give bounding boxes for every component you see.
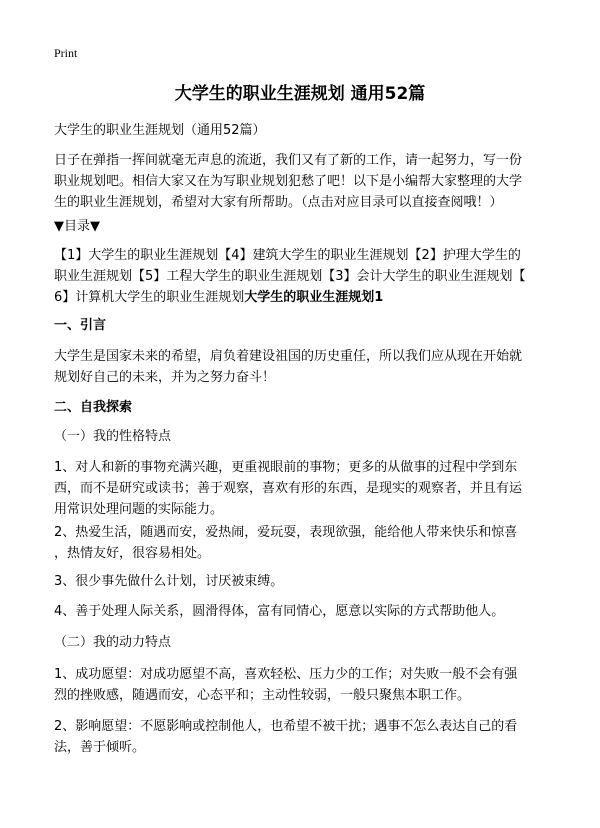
body-line: 大学生是国家未来的希望，肩负着建设祖国的历史重任，所以我们应从现在开始就 [54,349,523,364]
subtitle: 大学生的职业生涯规划（通用52篇） [54,123,266,138]
body-line: 用常识处理问题的实际能力。 [54,502,224,517]
body-line: 2、热爱生活，随遇而安，爱热闹，爱玩耍，表现欲强，能给他人带来快乐和惊喜 [54,525,518,540]
body-line: 烈的挫败感，随遇而安，心态平和；主动性较弱，一般只聚焦本职工作。 [54,688,471,703]
toc-line[interactable]: 【1】大学生的职业生涯规划【4】建筑大学生的职业生涯规划【2】护理大学生的 [54,248,521,263]
subsection-2-heading: （二）我的动力特点 [54,635,172,650]
toc-links[interactable] [54,245,554,308]
body-line: 规划好自己的未来，并为之努力奋斗！ [54,370,276,385]
intro-paragraph [54,150,554,213]
motive-item-2 [54,716,554,758]
toc-line[interactable]: 6】计算机大学生的职业生涯规划 [54,290,245,305]
body-line: 1、成功愿望：对成功愿望不高，喜欢轻松、压力少的工作；对失败一般不会有强 [54,667,518,682]
motive-item-1 [54,664,554,706]
body-line: 1、对人和新的事物充满兴趣，更重视眼前的事物；更多的从做事的过程中学到东 [54,460,518,475]
section-2-heading: 二、自我探索 [54,400,133,415]
body-line: 2、影响愿望：不愿影响或控制他人，也希望不被干扰；遇事不怎么表达自己的看 [54,719,518,734]
trait-item-4: 4、善于处理人际关系，圆滑得体，富有同情心，愿意以实际的方式帮助他人。 [54,604,505,619]
intro-line: 职业规划吧。相信大家又在为写职业规划犯愁了吧！以下是小编帮大家整理的大学 [54,174,523,189]
print-link[interactable]: Print [54,46,78,60]
intro-line: 日子在弹指一挥间就毫无声息的流逝，我们又有了新的工作，请一起努力，写一份 [54,153,523,168]
body-line: 西，而不是研究或读书；善于观察，喜欢有形的东西，是现实的观察者，并且有运 [54,481,523,496]
document-title: 大学生的职业生涯规划 通用52篇 [174,84,426,104]
toc-label: ▼目录▼ [54,219,100,234]
trait-item-1 [54,457,554,520]
trait-item-3: 3、很少事先做什么计划，讨厌被束缚。 [54,574,284,589]
toc-line[interactable]: 职业生涯规划【5】工程大学生的职业生涯规划【3】会计大学生的职业生涯规划【 [54,269,526,284]
body-line: ，热情友好，很容易相处。 [54,546,211,561]
section-1-body [54,346,554,388]
subsection-1-heading: （一）我的性格特点 [54,429,172,444]
intro-line: 生的职业生涯规划，希望对大家有所帮助。（点击对应目录可以直接查阅哦！） [54,195,503,210]
article-1-heading: 大学生的职业生涯规划1 [244,290,384,305]
section-1-heading: 一、引言 [54,318,107,333]
trait-item-2 [54,522,554,564]
body-line: 法，善于倾听。 [54,740,146,755]
